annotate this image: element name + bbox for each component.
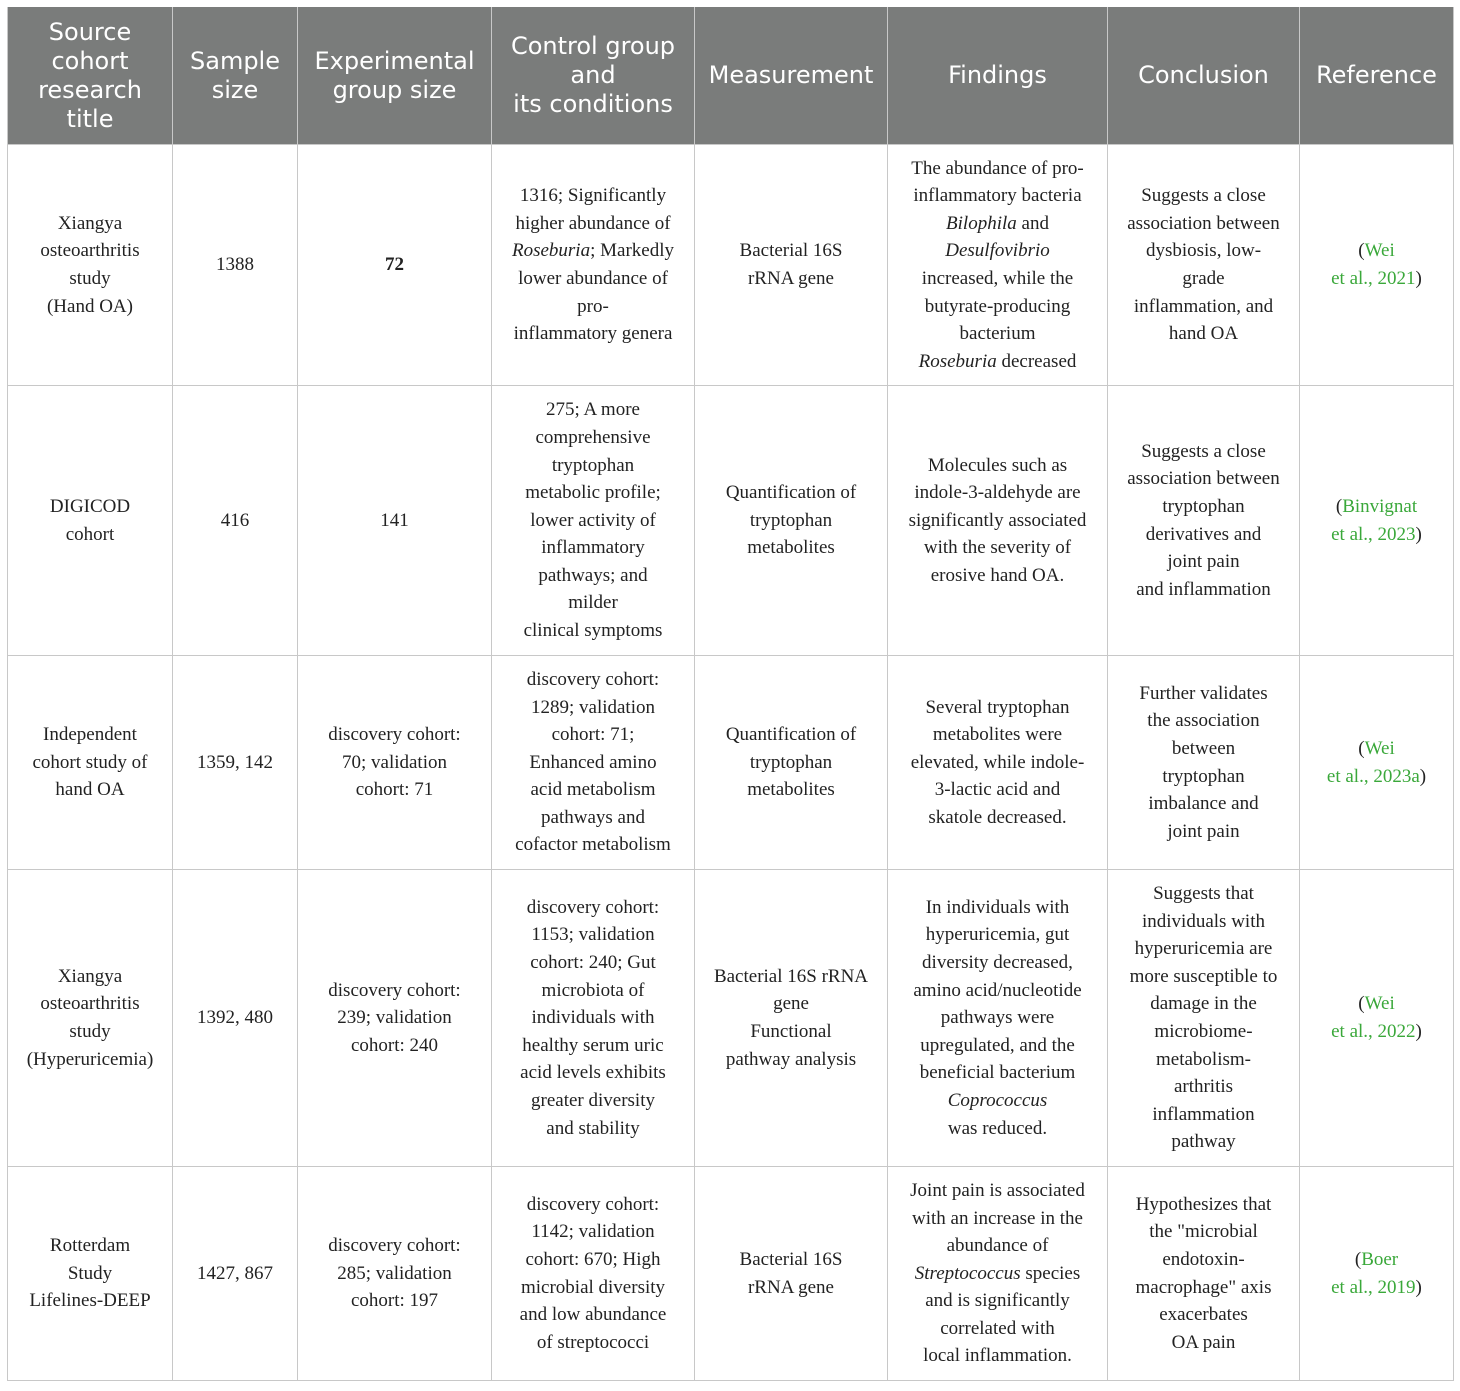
reference-link[interactable]: Wei bbox=[1364, 993, 1395, 1015]
reference-close-paren: ) bbox=[1415, 523, 1422, 545]
cell-line: Quantification of bbox=[725, 482, 857, 504]
cell-line: Molecules such as bbox=[927, 454, 1068, 476]
cell-line: metabolic profile; bbox=[525, 482, 661, 504]
cell-line: tryptophan bbox=[749, 509, 833, 531]
cell-line: Independent bbox=[43, 724, 137, 746]
cell-line: Quantification of bbox=[725, 724, 857, 746]
cell-line: Lifelines-DEEP bbox=[29, 1290, 151, 1312]
reference-open-paren: ( bbox=[1358, 737, 1365, 759]
reference-line bbox=[1310, 1246, 1443, 1274]
reference-line bbox=[1310, 493, 1443, 521]
cell-experimental-group bbox=[298, 870, 492, 1167]
cell-line: comprehensive bbox=[535, 426, 651, 448]
reference-line bbox=[1310, 1018, 1443, 1046]
cell-line: and inflammation bbox=[1136, 578, 1271, 600]
cell-line: acid metabolism bbox=[530, 779, 656, 801]
cell-line: Roseburia; Markedly bbox=[511, 240, 674, 262]
cell-line: Study bbox=[67, 1262, 113, 1284]
cell-line: Suggests that bbox=[1153, 883, 1254, 905]
reference-line bbox=[1310, 521, 1443, 549]
cell-line: 285; validation bbox=[337, 1262, 452, 1284]
header-measurement: Measurement bbox=[695, 7, 888, 145]
cell-line: upregulated, and the bbox=[920, 1034, 1075, 1056]
cell-findings bbox=[888, 656, 1108, 870]
cell-line: 1153; validation bbox=[531, 924, 655, 946]
cell-line: damage in the bbox=[1150, 993, 1257, 1015]
cell-line: healthy serum uric bbox=[522, 1034, 664, 1056]
cell-line: beneficial bacterium bbox=[919, 1062, 1076, 1084]
cell-conclusion bbox=[1108, 1167, 1300, 1381]
cohort-studies-table bbox=[7, 7, 1454, 1381]
cell-line: tryptophan bbox=[551, 454, 635, 476]
cell-line: Functional bbox=[750, 1021, 832, 1042]
cell-line: indole-3-aldehyde are bbox=[914, 482, 1081, 504]
cell-reference bbox=[1300, 386, 1454, 656]
cell-line: Bacterial 16S bbox=[739, 240, 843, 262]
reference-link[interactable]: Wei bbox=[1364, 240, 1395, 262]
cell-line: clinical symptoms bbox=[523, 620, 663, 642]
cell-line: study bbox=[69, 268, 111, 289]
cell-line: metabolites bbox=[747, 537, 835, 559]
cell-line: metabolism- bbox=[1156, 1048, 1251, 1070]
cell-source-cohort bbox=[8, 386, 173, 656]
reference-open-paren: ( bbox=[1358, 993, 1365, 1015]
reference-link[interactable]: et al., 2021 bbox=[1331, 268, 1416, 289]
cell-line: more susceptible to bbox=[1129, 965, 1278, 987]
reference-line bbox=[1310, 735, 1443, 763]
cell-line: 1142; validation bbox=[531, 1221, 655, 1243]
cell-line: Further validates bbox=[1139, 682, 1268, 704]
cell-line: metabolites were bbox=[932, 724, 1063, 746]
cell-line: exacerbates bbox=[1159, 1304, 1248, 1326]
cell-line: In individuals with bbox=[925, 896, 1070, 918]
cell-measurement bbox=[695, 656, 888, 870]
table-row bbox=[8, 145, 1454, 386]
cell-line: 1289; validation bbox=[530, 696, 655, 718]
cell-line: tryptophan bbox=[1162, 495, 1245, 517]
cell-reference bbox=[1300, 656, 1454, 870]
reference-link[interactable]: Boer bbox=[1361, 1248, 1399, 1270]
header-findings: Findings bbox=[888, 7, 1108, 145]
cell-line: butyrate-producing bbox=[924, 295, 1071, 317]
cell-line: dysbiosis, low- bbox=[1145, 240, 1262, 262]
cell-line: greater diversity bbox=[531, 1089, 655, 1111]
cell-control-group bbox=[492, 656, 695, 870]
cell-line: elevated, while indole- bbox=[910, 751, 1085, 773]
reference-link[interactable]: Binvignat bbox=[1342, 495, 1418, 517]
cell-line: arthritis bbox=[1173, 1076, 1234, 1098]
cell-line: Several tryptophan bbox=[925, 696, 1070, 718]
cell-line: microbial diversity bbox=[520, 1276, 666, 1298]
cell-line: inflammatory bacteria bbox=[913, 185, 1082, 207]
cell-line: 72 bbox=[385, 254, 404, 276]
reference-open-paren: ( bbox=[1358, 240, 1365, 262]
cell-value: 416 bbox=[220, 509, 250, 531]
cell-line: Streptococcus species bbox=[914, 1262, 1081, 1284]
cell-line: abundance of bbox=[946, 1235, 1049, 1257]
italic-genus: Roseburia bbox=[918, 350, 997, 372]
cell-source-cohort bbox=[8, 656, 173, 870]
reference-close-paren: ) bbox=[1419, 765, 1427, 787]
cell-line: cohort: 670; High bbox=[525, 1248, 661, 1270]
reference-link[interactable]: et al., 2023a bbox=[1326, 765, 1420, 787]
cell-line: bacterium bbox=[959, 323, 1036, 345]
cell-line: 70; validation bbox=[341, 751, 447, 773]
cell-line: with the severity of bbox=[923, 537, 1072, 559]
cell-line: significantly associated bbox=[908, 509, 1087, 531]
cell-line: pathway bbox=[1171, 1131, 1236, 1153]
cell-conclusion bbox=[1108, 145, 1300, 386]
cell-line bbox=[898, 1087, 1097, 1115]
cell-line: cohort: 197 bbox=[350, 1290, 439, 1312]
cell-line: hand OA bbox=[1168, 323, 1239, 345]
cell-line: hyperuricemia, gut bbox=[925, 924, 1070, 946]
cell-line: discovery cohort: bbox=[526, 896, 660, 918]
cell-line: higher abundance of bbox=[515, 212, 671, 234]
reference-close-paren: ) bbox=[1415, 1021, 1422, 1042]
cell-line: discovery cohort: bbox=[526, 1193, 660, 1215]
table-row bbox=[8, 1167, 1454, 1381]
cell-line: Enhanced amino bbox=[529, 751, 657, 773]
cell-line: grade bbox=[1182, 268, 1225, 289]
cell-line: the association bbox=[1147, 710, 1260, 732]
italic-genus: Desulfovibrio bbox=[945, 240, 1050, 262]
cell-line: amino acid/nucleotide bbox=[913, 979, 1082, 1001]
reference-link[interactable]: Wei bbox=[1364, 737, 1395, 759]
cell-line: DIGICOD bbox=[49, 495, 131, 517]
cell-line: OA pain bbox=[1171, 1331, 1236, 1353]
cell-line: (Hand OA) bbox=[46, 295, 133, 317]
cell-line: Xiangya bbox=[57, 965, 123, 987]
cell-control-group bbox=[492, 870, 695, 1167]
cell-line: Suggests a close bbox=[1141, 440, 1266, 462]
cell-line: inflammatory genera bbox=[513, 323, 673, 345]
cell-line: milder bbox=[568, 592, 618, 614]
cell-measurement bbox=[695, 870, 888, 1167]
cell-source-cohort bbox=[8, 1167, 173, 1381]
cell-line: 141 bbox=[380, 509, 409, 531]
cell-line: discovery cohort: bbox=[328, 1235, 461, 1257]
cell-line: acid levels exhibits bbox=[520, 1062, 666, 1084]
cell-line: inflammatory bbox=[541, 537, 645, 559]
header-reference: Reference bbox=[1300, 7, 1454, 145]
cell-line: cohort bbox=[65, 523, 115, 545]
cell-reference bbox=[1300, 145, 1454, 386]
cell-line: discovery cohort: bbox=[328, 724, 461, 746]
header-control-group: Control group and its conditions bbox=[492, 7, 695, 145]
cell-conclusion bbox=[1108, 386, 1300, 656]
reference-link[interactable]: et al., 2022 bbox=[1331, 1021, 1416, 1042]
cell-experimental-group bbox=[298, 386, 492, 656]
cell-line: metabolites bbox=[747, 779, 835, 801]
cell-line: between bbox=[1171, 737, 1236, 759]
cell-line: lower activity of bbox=[530, 509, 656, 531]
cell-findings bbox=[888, 386, 1108, 656]
cell-line: correlated with bbox=[940, 1317, 1055, 1339]
cell-line: hand OA bbox=[55, 779, 125, 801]
table-row bbox=[8, 870, 1454, 1167]
cell-line: cohort: 240 bbox=[350, 1034, 439, 1056]
cell-findings bbox=[888, 1167, 1108, 1381]
cell-line: pathway analysis bbox=[725, 1048, 857, 1070]
cell-line: (Hyperuricemia) bbox=[26, 1048, 154, 1070]
cell-measurement bbox=[695, 1167, 888, 1381]
cell-line: macrophage" axis bbox=[1135, 1276, 1272, 1298]
cell-control-group bbox=[492, 386, 695, 656]
cell-measurement bbox=[695, 386, 888, 656]
cell-line: Suggests a close bbox=[1141, 185, 1266, 207]
cell-line: cohort study of bbox=[32, 751, 148, 773]
cell-line: osteoarthritis bbox=[40, 240, 140, 262]
cell-line: 1316; Significantly bbox=[519, 185, 667, 207]
cell-control-group bbox=[492, 145, 695, 386]
cell-line: and low abundance bbox=[519, 1304, 667, 1326]
table-container bbox=[7, 7, 1453, 1381]
cell-findings bbox=[888, 145, 1108, 386]
cell-sample-size bbox=[173, 145, 298, 386]
cell-line: discovery cohort: bbox=[328, 979, 461, 1001]
cell-line: Xiangya bbox=[57, 212, 123, 234]
cell-value: 1427, 867 bbox=[197, 1262, 273, 1284]
cell-line: 3-lactic acid and bbox=[934, 779, 1061, 801]
cell-line: Bilophila and bbox=[946, 212, 1049, 234]
cell-line: inflammation, and bbox=[1133, 295, 1274, 317]
cell-line: cohort: 240; Gut bbox=[530, 952, 656, 974]
cell-line: rRNA gene bbox=[747, 1276, 834, 1298]
reference-line bbox=[1310, 1274, 1443, 1302]
header-experimental-group-size: Experimental group size bbox=[298, 7, 492, 145]
cell-line bbox=[898, 237, 1097, 265]
cell-sample-size bbox=[173, 656, 298, 870]
cell-line: rRNA gene bbox=[747, 268, 834, 289]
cell-measurement bbox=[695, 145, 888, 386]
reference-link[interactable]: et al., 2019 bbox=[1331, 1276, 1416, 1298]
cell-value: 1392, 480 bbox=[197, 1007, 273, 1029]
cell-reference bbox=[1300, 1167, 1454, 1381]
reference-open-paren: ( bbox=[1354, 1248, 1362, 1270]
cell-line: erosive hand OA. bbox=[930, 564, 1065, 586]
cell-line: association between bbox=[1127, 468, 1280, 490]
cell-experimental-group bbox=[298, 1167, 492, 1381]
cell-line: discovery cohort: bbox=[526, 668, 660, 690]
cell-line: Roseburia decreased bbox=[918, 350, 1077, 372]
cell-line: inflammation bbox=[1152, 1103, 1255, 1125]
italic-genus: Roseburia bbox=[511, 240, 591, 262]
cell-line: of streptococci bbox=[536, 1331, 650, 1353]
cell-conclusion bbox=[1108, 656, 1300, 870]
cell-line: 275; A more bbox=[546, 399, 640, 421]
reference-link[interactable]: et al., 2023 bbox=[1331, 523, 1416, 545]
cell-line: lower abundance of bbox=[518, 268, 668, 289]
cell-line: association between bbox=[1127, 212, 1280, 234]
cell-line: Rotterdam bbox=[49, 1235, 131, 1257]
cell-value: 1359, 142 bbox=[197, 751, 273, 773]
table-row bbox=[8, 656, 1454, 870]
cell-line: The abundance of pro- bbox=[911, 157, 1084, 179]
italic-genus: Bilophila bbox=[946, 212, 1017, 234]
cell-line: gene bbox=[773, 993, 809, 1015]
cell-line: imbalance and bbox=[1148, 793, 1259, 815]
cell-line: pathways and bbox=[541, 806, 645, 828]
cell-findings bbox=[888, 870, 1108, 1167]
cell-line: Bacterial 16S rRNA bbox=[713, 965, 869, 987]
cell-line: individuals with bbox=[531, 1007, 655, 1029]
cell-line: 239; validation bbox=[337, 1007, 452, 1029]
cell-line: pathways; and bbox=[538, 564, 648, 586]
cell-line: Hypothesizes that bbox=[1135, 1193, 1272, 1215]
cell-line: study bbox=[69, 1021, 111, 1042]
italic-genus: Streptococcus bbox=[914, 1262, 1021, 1284]
cell-source-cohort bbox=[8, 145, 173, 386]
cell-line: hyperuricemia are bbox=[1134, 938, 1273, 960]
reference-open-paren: ( bbox=[1335, 495, 1343, 517]
cell-line: local inflammation. bbox=[923, 1345, 1072, 1367]
cell-line: osteoarthritis bbox=[40, 993, 140, 1015]
cell-line: with an increase in the bbox=[912, 1207, 1083, 1229]
cell-experimental-group bbox=[298, 145, 492, 386]
cell-line: cohort: 71; bbox=[551, 724, 635, 746]
table-row bbox=[8, 386, 1454, 656]
cell-source-cohort bbox=[8, 870, 173, 1167]
header-row bbox=[8, 7, 1454, 145]
cell-line: and stability bbox=[546, 1117, 640, 1139]
cell-line: endotoxin- bbox=[1162, 1248, 1245, 1270]
cell-sample-size bbox=[173, 870, 298, 1167]
header-sample-size: Sample size bbox=[173, 7, 298, 145]
reference-line bbox=[1310, 237, 1443, 265]
reference-line bbox=[1310, 763, 1443, 791]
cell-line: pathways were bbox=[940, 1007, 1055, 1029]
cell-line: Joint pain is associated bbox=[910, 1179, 1085, 1201]
reference-line bbox=[1310, 990, 1443, 1018]
cell-line: was reduced. bbox=[947, 1117, 1048, 1139]
cell-line: microbiota of bbox=[541, 979, 645, 1001]
cell-control-group bbox=[492, 1167, 695, 1381]
cell-line: joint pain bbox=[1167, 551, 1240, 573]
cell-line: increased, while the bbox=[921, 268, 1074, 289]
reference-line bbox=[1310, 265, 1443, 293]
cell-line: individuals with bbox=[1142, 910, 1265, 932]
cell-sample-size bbox=[173, 1167, 298, 1381]
cell-line: joint pain bbox=[1167, 820, 1240, 842]
cell-line: cohort: 71 bbox=[355, 779, 434, 801]
cell-line: diversity decreased, bbox=[922, 952, 1073, 974]
cell-line: derivatives and bbox=[1145, 523, 1262, 545]
cell-line: tryptophan bbox=[1162, 765, 1245, 787]
cell-line: skatole decreased. bbox=[928, 806, 1067, 828]
reference-close-paren: ) bbox=[1415, 1276, 1422, 1298]
cell-sample-size bbox=[173, 386, 298, 656]
cell-experimental-group bbox=[298, 656, 492, 870]
cell-line: Bacterial 16S bbox=[739, 1248, 843, 1270]
cell-line: and is significantly bbox=[925, 1290, 1070, 1312]
cell-line: microbiome- bbox=[1154, 1021, 1253, 1042]
cell-value: 1388 bbox=[216, 254, 254, 276]
italic-genus: Coprococcus bbox=[947, 1089, 1048, 1111]
cell-line: the "microbial bbox=[1149, 1221, 1258, 1243]
header-source-cohort: Source cohort research title bbox=[8, 7, 173, 145]
reference-close-paren: ) bbox=[1415, 268, 1422, 289]
cell-line: cofactor metabolism bbox=[515, 834, 671, 856]
cell-reference bbox=[1300, 870, 1454, 1167]
cell-line: pro- bbox=[577, 295, 609, 317]
header-conclusion: Conclusion bbox=[1108, 7, 1300, 145]
cell-line: tryptophan bbox=[749, 751, 833, 773]
cell-conclusion bbox=[1108, 870, 1300, 1167]
